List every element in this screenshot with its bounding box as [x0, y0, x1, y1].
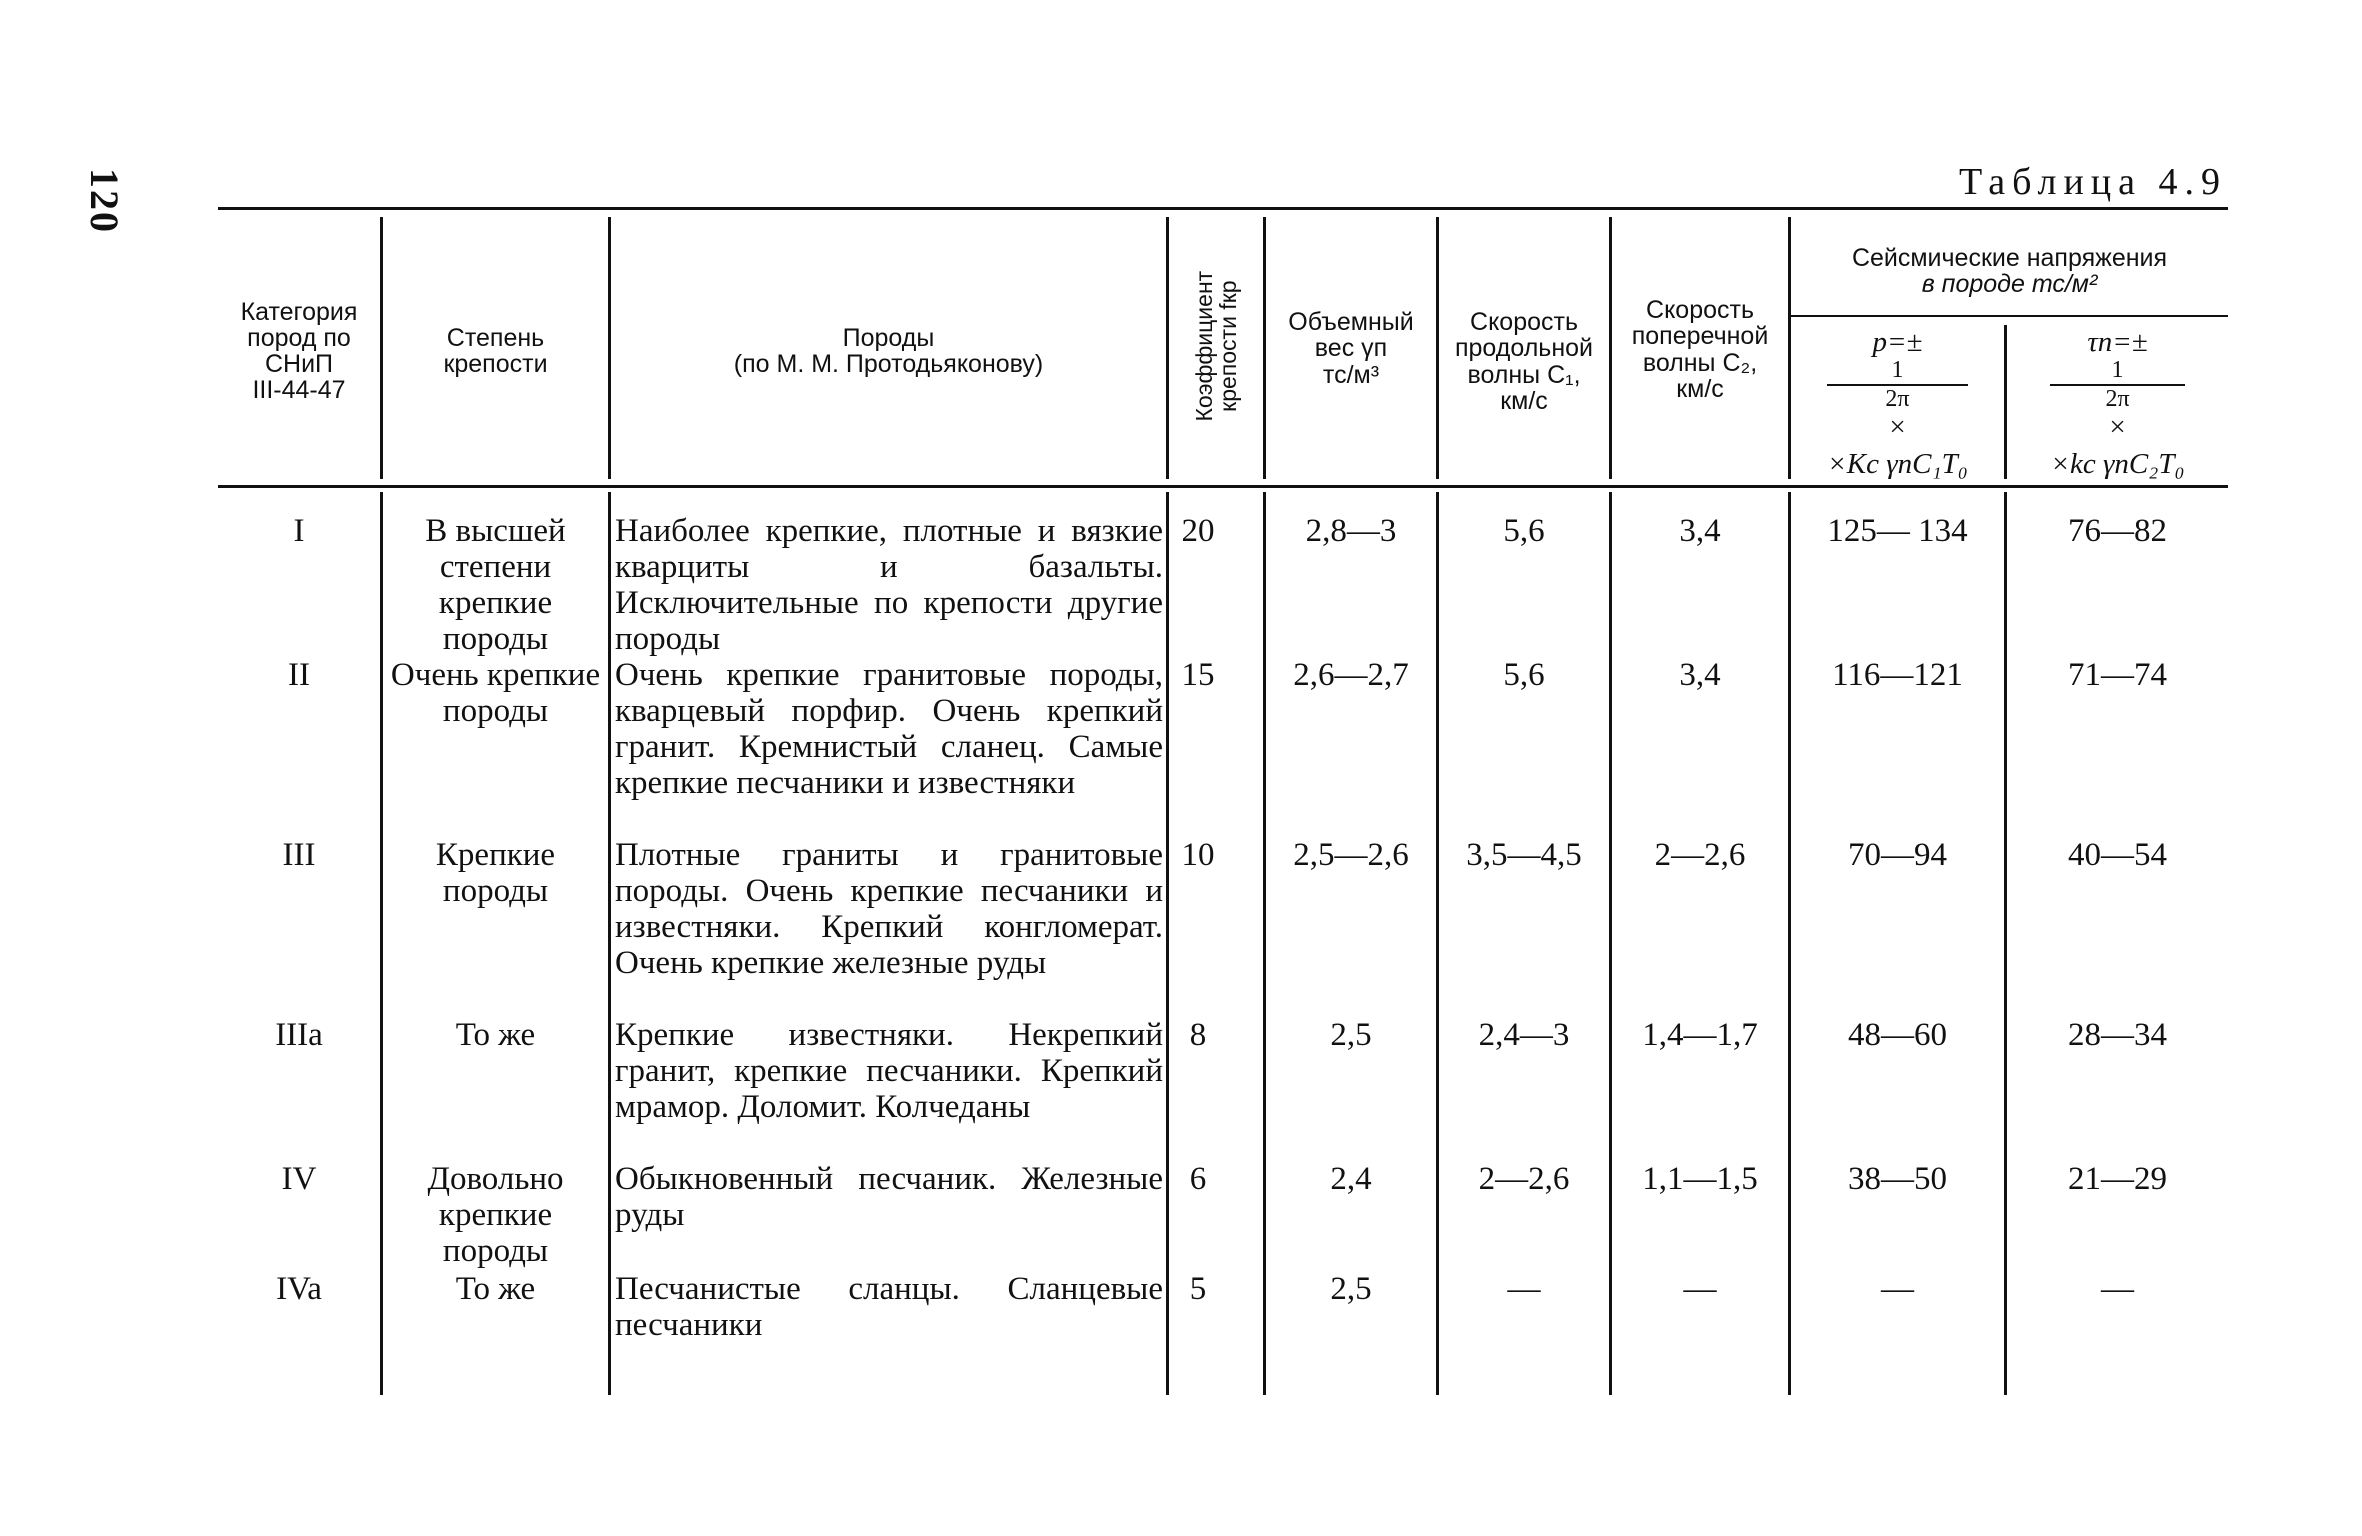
cell-p: 48—60: [1848, 1017, 1947, 1053]
cell-category: III: [282, 837, 316, 873]
cell-coefficient: 10: [1181, 837, 1215, 873]
cell-degree: В высшей степени крепкие породы: [425, 513, 566, 657]
cell-tau: —: [2101, 1271, 2134, 1307]
cell-c1: 3,5—4,5: [1466, 837, 1582, 873]
header-unit-weight: Объемный вес γп тс/м³: [1288, 308, 1414, 389]
cell-coefficient: 15: [1181, 657, 1215, 693]
cell-rocks: Обыкновенный песчаник. Железные руды: [615, 1161, 1163, 1233]
cell-rocks: Песчанистые сланцы. Сланцевые песчаники: [615, 1271, 1163, 1343]
cell-rocks: Плотные граниты и гранитовые породы. Очень крепкие песчаники и известняки. Крепкий конгломерат. Очень крепкие железные руды: [615, 837, 1163, 981]
cell-rocks: Наиболее крепкие, плотные и вязкие кварциты и базальты. Исключительные по крепости другие породы: [615, 513, 1163, 657]
cell-degree: То же: [455, 1271, 536, 1307]
header-category: Категория пород по СНиП III-44-47: [240, 297, 358, 405]
cell-p: 125— 134: [1827, 513, 1968, 549]
cell-category: IIIa: [275, 1017, 323, 1053]
cell-tau: 21—29: [2068, 1161, 2167, 1197]
header-rocks: Породы (по М. М. Протодьяконову): [733, 323, 1044, 378]
cell-unit-weight: 2,5: [1330, 1271, 1372, 1307]
cell-c2: 3,4: [1679, 513, 1721, 549]
cell-degree: Довольно крепкие породы: [427, 1161, 564, 1269]
cell-tau: 76—82: [2068, 513, 2167, 549]
header-strength-degree: Степень крепости: [443, 323, 548, 378]
page-number: 120: [82, 168, 127, 234]
cell-category: IVa: [276, 1271, 322, 1307]
cell-c1: —: [1507, 1271, 1541, 1307]
cell-coefficient: 5: [1189, 1271, 1207, 1307]
cell-unit-weight: 2,6—2,7: [1293, 657, 1409, 693]
cell-c1: 2—2,6: [1478, 1161, 1570, 1197]
cell-p: —: [1881, 1271, 1914, 1307]
cell-c2: 3,4: [1679, 657, 1721, 693]
cell-c1: 5,6: [1503, 657, 1545, 693]
vrule: [1166, 492, 1169, 1395]
cell-tau: 28—34: [2068, 1017, 2167, 1053]
cell-c2: 1,1—1,5: [1642, 1161, 1758, 1197]
header-bottom-rule: [218, 485, 2228, 488]
header-transverse-speed: Скорость поперечной волны C₂, км/с: [1631, 296, 1769, 403]
vrule: [1609, 492, 1612, 1395]
cell-unit-weight: 2,5—2,6: [1293, 837, 1409, 873]
header-formula-tau: τп=± 1 2π × ×kc γпC₂T₀: [2050, 325, 2185, 480]
vrule: [1436, 492, 1439, 1395]
seismic-subheader-rule: [1791, 315, 2228, 317]
cell-c2: 2—2,6: [1654, 837, 1746, 873]
vrule: [2004, 492, 2007, 1395]
cell-unit-weight: 2,4: [1330, 1161, 1372, 1197]
cell-coefficient: 6: [1189, 1161, 1207, 1197]
table-title: Таблица 4.9: [1958, 161, 2227, 203]
vrule: [608, 492, 611, 1395]
cell-unit-weight: 2,5: [1330, 1017, 1372, 1053]
cell-category: II: [288, 657, 310, 693]
cell-category: IV: [281, 1161, 317, 1197]
cell-p: 70—94: [1848, 837, 1947, 873]
cell-p: 116—121: [1832, 657, 1963, 693]
cell-c1: 5,6: [1503, 513, 1545, 549]
cell-degree: То же: [455, 1017, 536, 1053]
vrule: [1788, 492, 1791, 1395]
cell-degree: Крепкие породы: [435, 837, 556, 909]
cell-c2: —: [1683, 1271, 1717, 1307]
rock-table: [218, 207, 2228, 1395]
cell-c1: 2,4—3: [1478, 1017, 1570, 1053]
cell-coefficient: 20: [1181, 513, 1215, 549]
cell-rocks: Очень крепкие гранитовые породы, кварцевый порфир. Очень крепкий гранит. Кремнистый сланец. Самые крепкие песчаники и известняки: [615, 657, 1163, 801]
header-seismic-group: Сейсмические напряжения в породе тс/м²: [1851, 243, 2168, 298]
cell-p: 38—50: [1848, 1161, 1947, 1197]
header-longitudinal-speed: Скорость продольной волны C₁, км/с: [1454, 308, 1594, 415]
cell-coefficient: 8: [1189, 1017, 1207, 1053]
cell-c2: 1,4—1,7: [1642, 1017, 1758, 1053]
cell-tau: 40—54: [2068, 837, 2167, 873]
header-coefficient: Коэффициент крепости fкр: [1190, 270, 1241, 422]
cell-rocks: Крепкие известняки. Некрепкий гранит, крепкие песчаники. Крепкий мрамор. Доломит. Колчеданы: [615, 1017, 1163, 1125]
cell-category: I: [293, 513, 305, 549]
vrule: [1263, 492, 1266, 1395]
cell-degree: Очень крепкие породы: [390, 657, 601, 729]
cell-tau: 71—74: [2068, 657, 2167, 693]
cell-unit-weight: 2,8—3: [1305, 513, 1397, 549]
header-formula-p: p=± 1 2π × ×Kc γпC₁T₀: [1827, 325, 1968, 480]
table-top-rule: [218, 207, 2228, 210]
